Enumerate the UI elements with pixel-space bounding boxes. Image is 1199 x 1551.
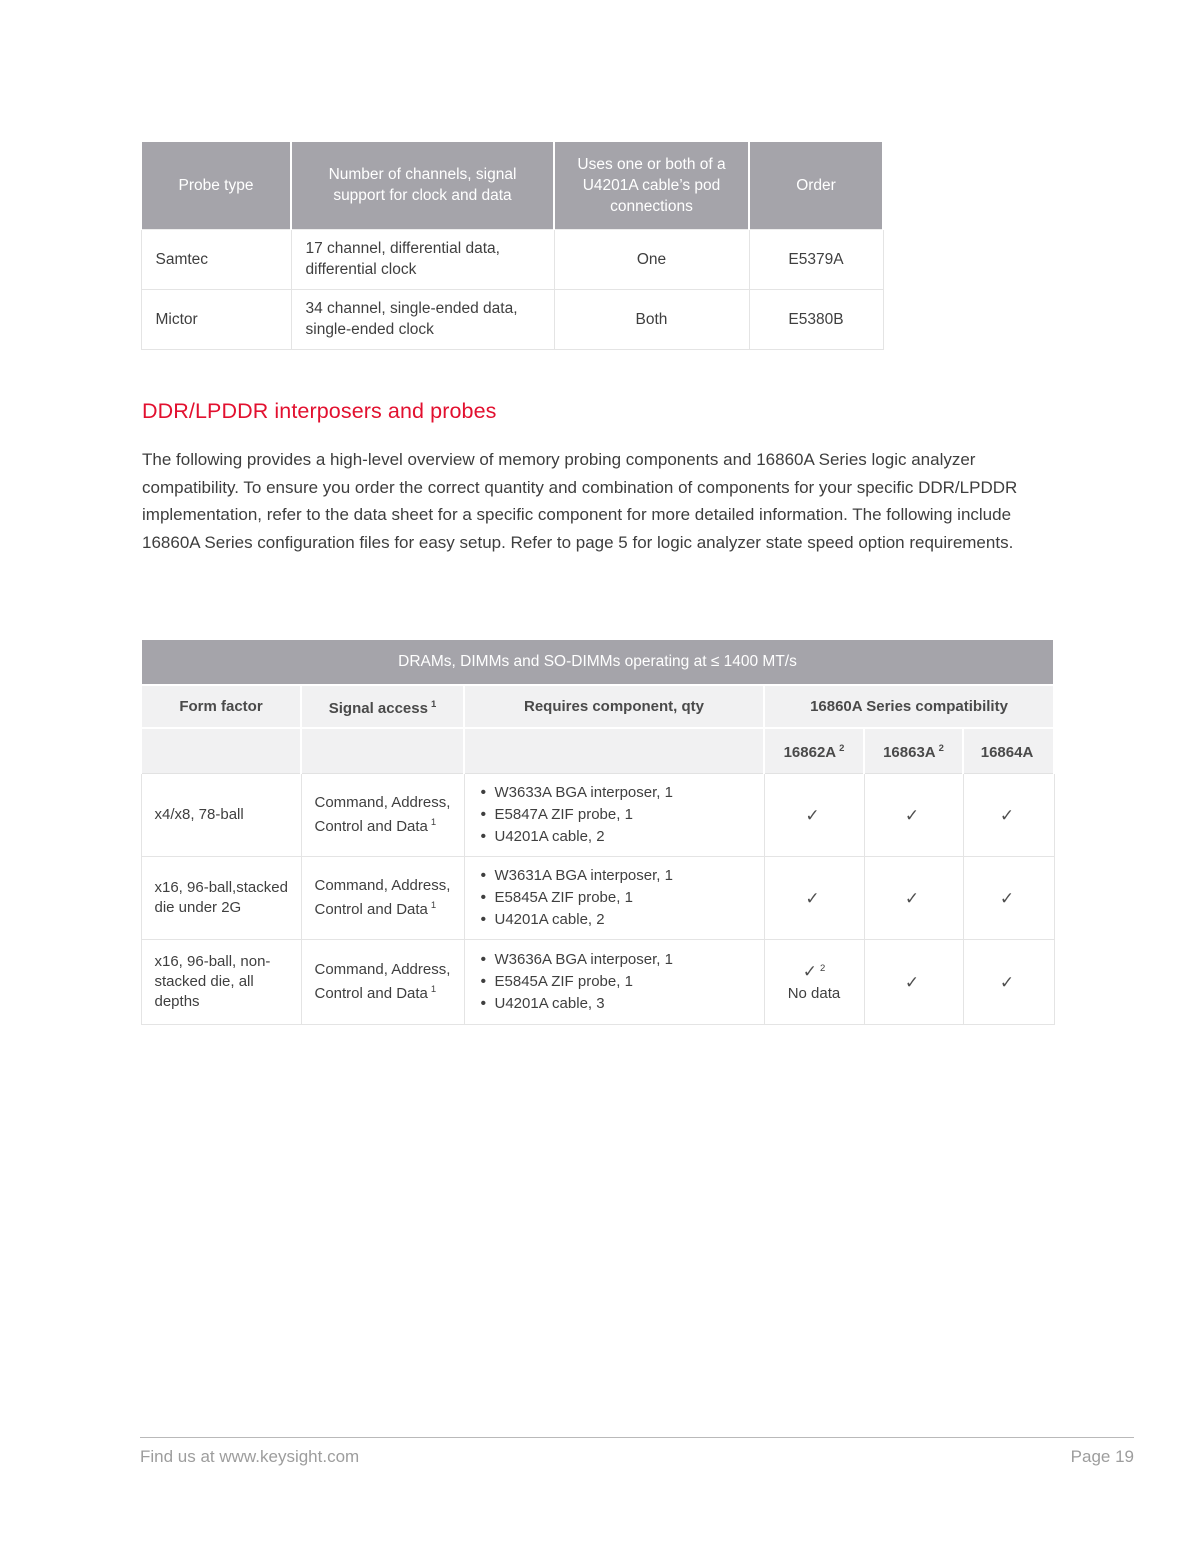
component-item: • U4201A cable, 2 bbox=[481, 826, 754, 848]
table-title-row bbox=[141, 639, 1054, 685]
empty-header-cell bbox=[464, 728, 764, 773]
check-icon: ✓ bbox=[999, 805, 1015, 825]
component-item: • W3636A BGA interposer, 1 bbox=[481, 949, 754, 971]
pod-connections-cell: Both bbox=[554, 289, 749, 349]
component-item: • E5845A ZIF probe, 1 bbox=[481, 887, 754, 909]
compat-cell-16863a bbox=[864, 773, 963, 856]
components-cell bbox=[464, 939, 764, 1024]
component-item: • U4201A cable, 2 bbox=[481, 909, 754, 931]
probe-selection-table bbox=[140, 140, 884, 350]
compat-cell-16862a bbox=[764, 939, 864, 1024]
probe-type-cell: Mictor bbox=[141, 289, 291, 349]
table-title: DRAMs, DIMMs and SO-DIMMs operating at ≤ 1400 MT/s bbox=[141, 639, 1054, 685]
signal-access-cell: Command, Address, Control and Data $^1$ bbox=[301, 773, 464, 856]
component-item: • U4201A cable, 3 bbox=[481, 993, 754, 1015]
compat-cell-16863a bbox=[864, 939, 963, 1024]
compat-cell-16864a bbox=[963, 939, 1054, 1024]
page-number: Page 19 bbox=[1070, 1447, 1134, 1466]
section-paragraph: The following provides a high-level overview of memory probing components and 16860A Series logic analyzer compatibility. To ensure you order the correct quantity and combination of components for your specific DDR/LPDDR implementation, refer to the data sheet for a specific component for more detailed information. The following include 16860A Series configuration files for easy setup. Refer to page 5 for logic analyzer state speed option requirements. bbox=[142, 450, 1018, 552]
column-header-requires-component: Requires component, qty bbox=[464, 685, 764, 728]
column-header-probe-type: Probe type bbox=[141, 141, 291, 229]
check-icon: ✓ bbox=[904, 805, 920, 825]
table-subheader-row bbox=[141, 728, 1054, 773]
probe-type-cell: Samtec bbox=[141, 229, 291, 289]
compat-cell-16862a bbox=[764, 773, 864, 856]
footer-url[interactable]: Find us at www.keysight.com bbox=[140, 1447, 360, 1466]
column-header-order: Order bbox=[749, 141, 883, 229]
footnote-marker: 1 bbox=[430, 899, 437, 911]
check-icon: ✓ bbox=[802, 961, 817, 981]
column-header-16863a: 16863A $^2$ bbox=[864, 728, 963, 773]
form-factor-cell: x16, 96-ball, non-stacked die, all depths bbox=[141, 939, 301, 1024]
component-item: • E5845A ZIF probe, 1 bbox=[481, 971, 754, 993]
channels-cell: 34 channel, single-ended data, single-ended clock bbox=[291, 289, 554, 349]
signal-access-cell: Command, Address, Control and Data $^1$ bbox=[301, 939, 464, 1024]
component-item: • E5847A ZIF probe, 1 bbox=[481, 804, 754, 826]
table-row bbox=[141, 939, 1054, 1024]
footnote-marker: 2 bbox=[819, 962, 826, 974]
compat-cell-16864a bbox=[963, 856, 1054, 939]
check-icon: ✓ bbox=[999, 972, 1015, 992]
form-factor-cell: x16, 96-ball,stacked die under 2G bbox=[141, 856, 301, 939]
order-cell: E5379A bbox=[749, 229, 883, 289]
components-cell bbox=[464, 773, 764, 856]
table-row bbox=[141, 773, 1054, 856]
check-icon: ✓ bbox=[805, 888, 820, 908]
pod-connections-cell: One bbox=[554, 229, 749, 289]
check-icon: ✓ bbox=[999, 888, 1015, 908]
footnote-marker: 1 bbox=[430, 983, 437, 995]
channels-cell: 17 channel, differential data, differential clock bbox=[291, 229, 554, 289]
compat-note: No data bbox=[787, 984, 841, 1002]
check-icon: ✓ bbox=[904, 972, 920, 992]
column-header-compatibility: 16860A Series compatibility bbox=[764, 685, 1054, 728]
table-row bbox=[141, 289, 883, 349]
table-row bbox=[141, 229, 883, 289]
column-header-pod-connections: Uses one or both of a U4201A cable’s pod connections bbox=[554, 141, 749, 229]
footnote-marker: 2 bbox=[839, 743, 845, 755]
column-header-16864a: 16864A bbox=[963, 728, 1054, 773]
ddr-compatibility-table bbox=[140, 638, 1055, 1025]
components-cell bbox=[464, 856, 764, 939]
signal-access-cell: Command, Address, Control and Data $^1$ bbox=[301, 856, 464, 939]
compat-cell-16863a bbox=[864, 856, 963, 939]
empty-header-cell bbox=[141, 728, 301, 773]
order-cell: E5380B bbox=[749, 289, 883, 349]
page-footer bbox=[140, 1437, 1134, 1467]
table-row bbox=[141, 856, 1054, 939]
column-header-channels: Number of channels, signal support for clock and data bbox=[291, 141, 554, 229]
footnote-marker: 1 bbox=[430, 816, 437, 828]
section-heading: DDR/LPDDR interposers and probes bbox=[142, 399, 497, 423]
check-icon: ✓ bbox=[805, 805, 820, 825]
compat-cell-16864a bbox=[963, 773, 1054, 856]
footnote-marker: 2 bbox=[938, 743, 944, 755]
footnote-marker: 1 bbox=[430, 699, 437, 710]
form-factor-cell: x4/x8, 78-ball bbox=[141, 773, 301, 856]
probe-table-header-row bbox=[141, 141, 883, 229]
component-item: • W3631A BGA interposer, 1 bbox=[481, 865, 754, 887]
empty-header-cell bbox=[301, 728, 464, 773]
column-header-16862a: 16862A $^2$ bbox=[764, 728, 864, 773]
check-icon: ✓ bbox=[904, 888, 920, 908]
table-header-row bbox=[141, 685, 1054, 728]
column-header-signal-access: Signal access $^1$ bbox=[301, 685, 464, 728]
compat-cell-16862a bbox=[764, 856, 864, 939]
component-item: • W3633A BGA interposer, 1 bbox=[481, 782, 754, 804]
column-header-form-factor: Form factor bbox=[141, 685, 301, 728]
